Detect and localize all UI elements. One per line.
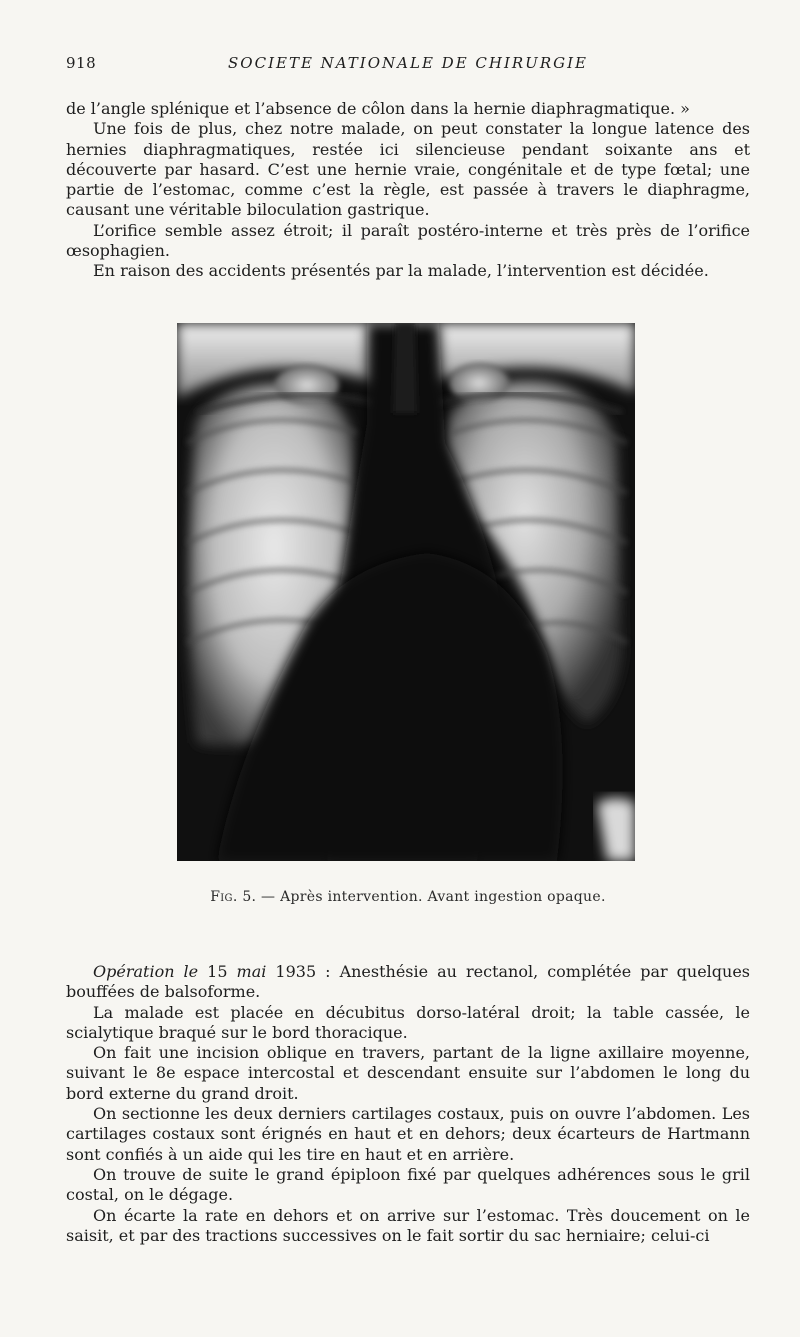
paragraph: Une fois de plus, chez notre malade, on peut constater la longue latence des hernies diaphragmatiques, restée ici silencieuse pendant soixante ans et découverte par hasard. C’est une hernie vraie, congénitale et de type fœtal; une partie de l’estomac, comme c’est la règle, est passée à travers le diaphragme, causant une véritable biloculation gastrique. bbox=[66, 119, 750, 220]
paragraph: On sectionne les deux derniers cartilages costaux, puis on ouvre l’abdomen. Les cartilages costaux sont érignés en haut et en dehors; deux écarteurs de Hartmann sont confiés à un aide qui les tire en haut et en arrière. bbox=[66, 1104, 750, 1164]
running-title: SOCIETE NATIONALE DE CHIRURGIE bbox=[228, 54, 588, 72]
operation-text: : Anesthésie au rectanol, complétée par quelques bouffées de balsoforme. bbox=[66, 962, 751, 1002]
operation-label: Opération le bbox=[93, 962, 199, 981]
page-header bbox=[66, 54, 750, 76]
paragraph: de l’angle splénique et l’absence de côlon dans la hernie diaphragmatique. » bbox=[66, 99, 690, 118]
chest-xray-image bbox=[177, 323, 635, 861]
paragraph: En raison des accidents présentés par la malade, l’intervention est décidée. bbox=[93, 261, 709, 281]
operation-month: mai bbox=[236, 962, 267, 981]
paragraph: La malade est placée en décubitus dorso-latéral droit; la table cassée, le scialytique braqué sur le bord thoracique. bbox=[66, 1002, 750, 1042]
figure-caption-text: — Après intervention. Avant ingestion opaque. bbox=[261, 889, 606, 905]
operation-year: 1935 bbox=[275, 962, 317, 981]
chest-xray-figure bbox=[177, 323, 635, 861]
text-block-top bbox=[66, 99, 750, 282]
figure-label: Fig. 5. bbox=[210, 889, 257, 905]
text-block-bottom bbox=[66, 962, 750, 1246]
paragraph: L’orifice semble assez étroit; il paraît postéro-interne et très près de l’orifice œsophagien. bbox=[66, 220, 750, 261]
paragraph: On trouve de suite le grand épiploon fixé par quelques adhérences sous le gril costal, on le dégage. bbox=[66, 1164, 750, 1205]
page-number: 918 bbox=[66, 54, 97, 72]
paragraph-operation bbox=[66, 962, 750, 1003]
paragraph: On écarte la rate en dehors et on arrive sur l’estomac. Très doucement on le saisit, et par des tractions successives on le fait sortir du sac herniaire; celui-ci bbox=[66, 1205, 750, 1245]
paragraph: On fait une incision oblique en travers, partant de la ligne axillaire moyenne, suivant le 8e espace intercostal et descendant ensuite sur l’abdomen le long du bord externe du grand droit. bbox=[66, 1043, 750, 1103]
figure-caption bbox=[66, 889, 750, 905]
operation-day: 15 bbox=[207, 962, 228, 981]
